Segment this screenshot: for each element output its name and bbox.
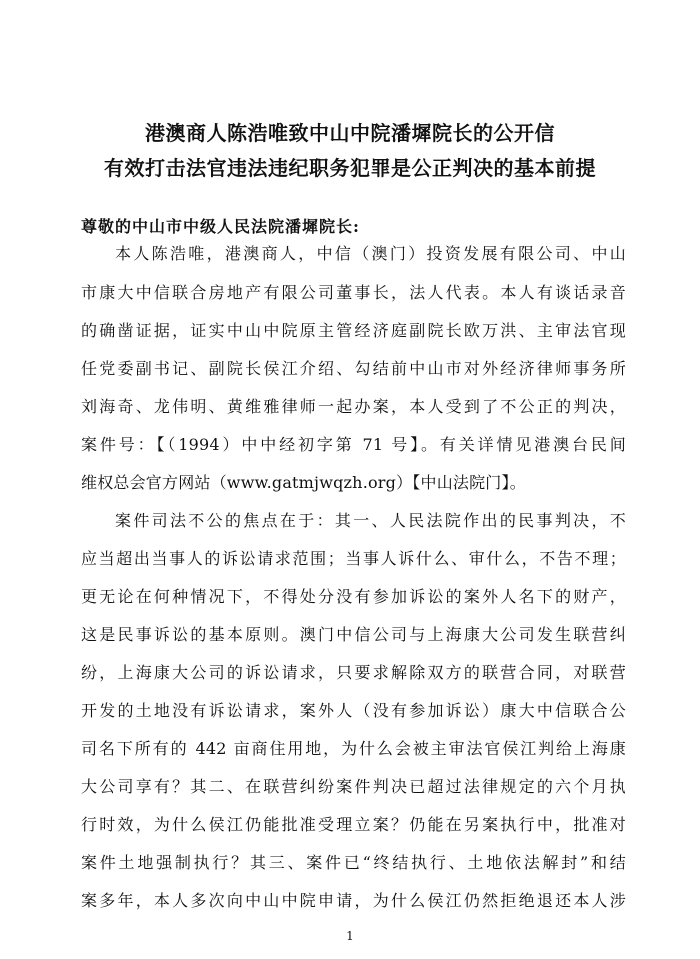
body-line: 案件司法不公的焦点在于：其一、人民法院作出的民事判决，不 <box>115 511 626 530</box>
body-line: 的确凿证据，证实中山中院原主管经济庭副院长欧万洪、主审法官现 <box>81 321 626 340</box>
body-line: 行时效，为什么侯江仍能批准受理立案？仍能在另案执行中，批准对 <box>81 815 626 834</box>
body-line: 刘海奇、龙伟明、黄维雅律师一起办案，本人受到了不公正的判决， <box>81 397 626 416</box>
body-line: 案件土地强制执行？其三、案件已“终结执行、土地依法解封”和结 <box>81 853 626 872</box>
letter-subtitle: 有效打击法官违法违纪职务犯罪是公正判决的基本前提 <box>104 156 596 180</box>
body-line: 开发的土地没有诉讼请求，案外人（没有参加诉讼）康大中信联合公 <box>81 701 626 720</box>
body-line: 纷，上海康大公司的诉讼请求，只要求解除双方的联营合同，对联营 <box>81 663 626 682</box>
page-number: 1 <box>346 929 354 943</box>
body-line: 任党委副书记、副院长侯江介绍、勾结前中山市对外经济律师事务所 <box>81 359 626 378</box>
body-line: 司名下所有的 442 亩商住用地，为什么会被主审法官侯江判给上海康 <box>81 739 626 758</box>
body-line: 更无论在何种情况下，不得处分没有参加诉讼的案外人名下的财产， <box>81 587 626 606</box>
body-line: 这是民事诉讼的基本原则。澳门中信公司与上海康大公司发生联营纠 <box>81 625 626 644</box>
body-line: 本人陈浩唯，港澳商人，中信（澳门）投资发展有限公司、中山 <box>115 244 626 263</box>
body-line: 应当超出当事人的诉讼请求范围；当事人诉什么、审什么，不告不理； <box>81 549 626 568</box>
letter-title: 港澳商人陈浩唯致中山中院潘墀院长的公开信 <box>145 121 555 145</box>
body-line: 市康大中信联合房地产有限公司董事长，法人代表。本人有谈话录音 <box>81 283 626 302</box>
body-line: 大公司享有？其二、在联营纠纷案件判决已超过法律规定的六个月执 <box>81 777 626 796</box>
salutation: 尊敬的中山市中级人民法院潘墀院长: <box>81 217 360 236</box>
body-line: 案件号：【（1994）中中经初字第 71 号】。有关详情见港澳台民间 <box>81 435 626 454</box>
body-line: 维权总会官方网站（www.gatmjwqzh.org）【中山法院门】。 <box>81 473 526 492</box>
body-line: 案多年，本人多次向中山中院申请，为什么侯江仍然拒绝退还本人涉 <box>81 891 626 910</box>
